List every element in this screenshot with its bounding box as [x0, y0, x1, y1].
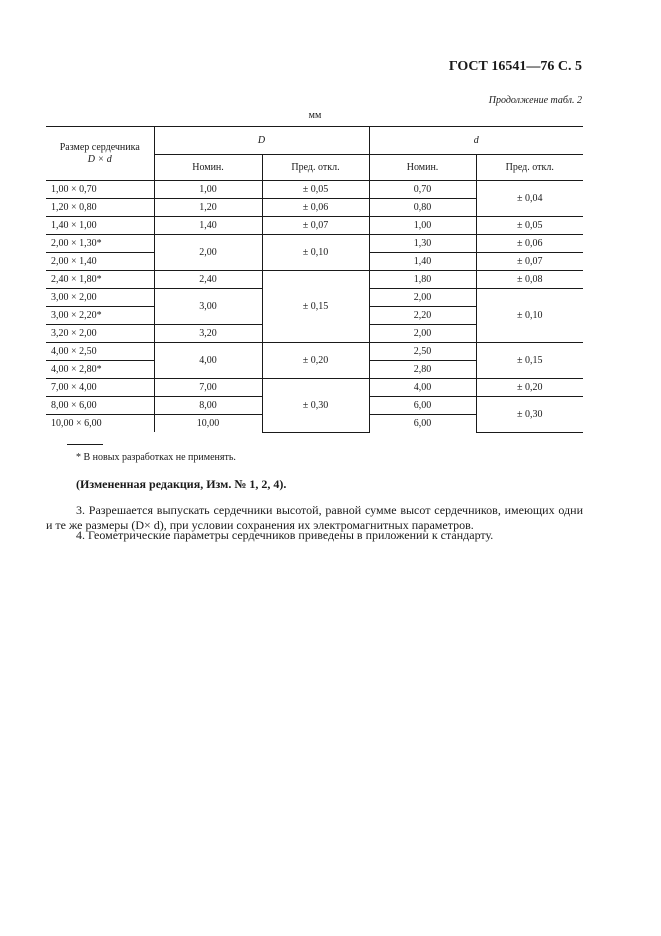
- table-row: 10,00 × 6,00 10,00 6,00: [46, 415, 583, 433]
- dimensions-table: [46, 126, 583, 433]
- table-row: 1,20 × 0,80 1,20 ± 0,06 0,80: [46, 199, 583, 217]
- table-row: 3,20 × 2,00 3,20 2,00: [46, 325, 583, 343]
- table-row: 2,40 × 1,80* 2,40 ± 0,15 1,80 ± 0,08: [46, 271, 583, 289]
- header-D-dev: Пред. откл.: [262, 155, 369, 181]
- paragraph-4: 4. Геометрические параметры сердечников приведены в приложении к стандарту.: [76, 528, 494, 542]
- table-row: 2,00 × 1,40 1,40 ± 0,07: [46, 253, 583, 271]
- header-D-nom: Номин.: [154, 155, 262, 181]
- table-row: 4,00 × 2,80* 2,80: [46, 361, 583, 379]
- table-row: 2,00 × 1,30* 2,00 ± 0,10 1,30 ± 0,06: [46, 235, 583, 253]
- header-D: D: [154, 127, 369, 155]
- table-row: 3,00 × 2,20* 2,20: [46, 307, 583, 325]
- table-row: 7,00 × 4,00 7,00 ± 0,30 4,00 ± 0,20: [46, 379, 583, 397]
- header-size: Размер сердечника D × d: [46, 127, 154, 181]
- table-row: 8,00 × 6,00 8,00 6,00 ± 0,30: [46, 397, 583, 415]
- table-row: 1,00 × 0,70 1,00 ± 0,05 0,70 ± 0,04: [46, 181, 583, 199]
- table-row: 4,00 × 2,50 4,00 ± 0,20 2,50 ± 0,15: [46, 343, 583, 361]
- table-row: 3,00 × 2,00 3,00 2,00 ± 0,10: [46, 289, 583, 307]
- header-d: d: [369, 127, 583, 155]
- header-d-nom: Номин.: [369, 155, 476, 181]
- table-row: 1,40 × 1,00 1,40 ± 0,07 1,00 ± 0,05: [46, 217, 583, 235]
- edition-note: (Измененная редакция, Изм. № 1, 2, 4).: [76, 477, 287, 491]
- footnote: * В новых разработках не применять.: [76, 452, 236, 463]
- document-header: ГОСТ 16541—76 С. 5: [448, 59, 582, 74]
- footnote-rule: [67, 444, 103, 445]
- header-d-dev: Пред. откл.: [476, 155, 583, 181]
- unit-label: мм: [308, 110, 322, 121]
- paragraph-3: 3. Разрешается выпускать сердечники высотой, равной сумме высот сердечников, имеющих одни и те же размеры (D× d), при условии сохранения их электромагнитных параметров.: [46, 503, 583, 532]
- table-caption: Продолжение табл. 2: [488, 95, 582, 106]
